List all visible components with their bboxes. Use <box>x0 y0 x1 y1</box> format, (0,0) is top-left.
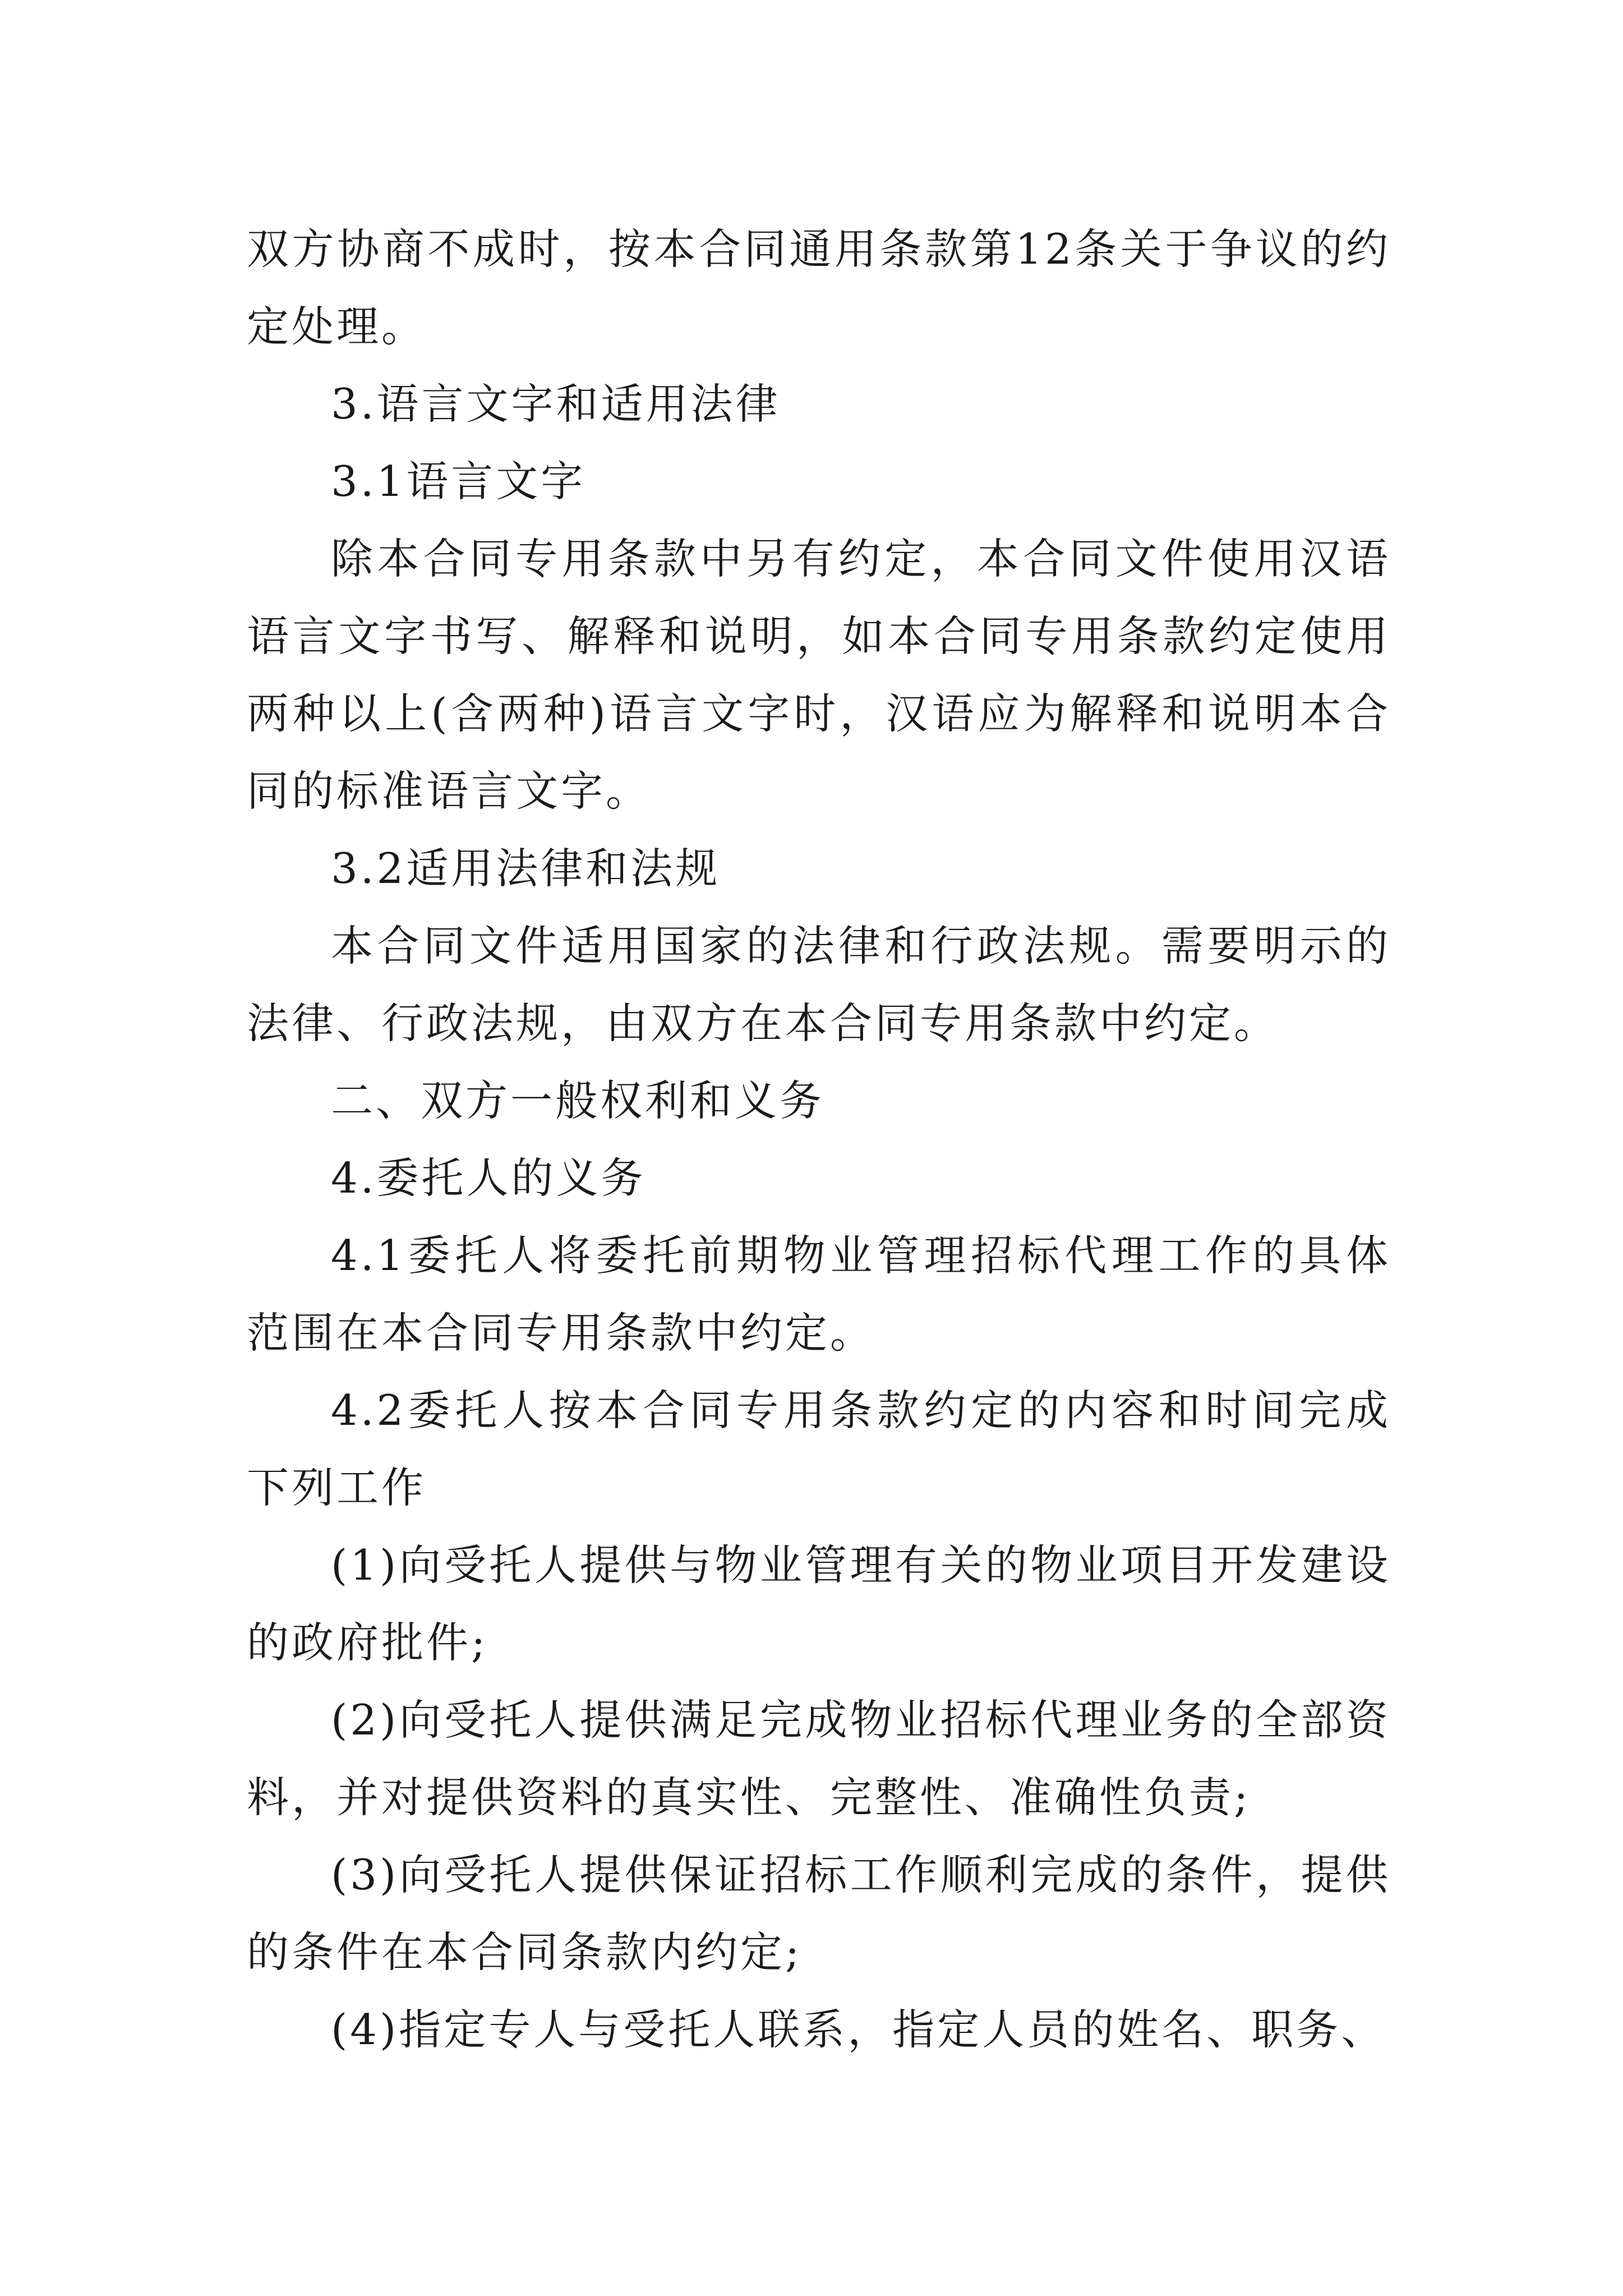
paragraph-client-tasks: 4.2委托人按本合同专用条款约定的内容和时间完成下列工作 <box>247 1386 1391 1512</box>
list-item-3: (3)向受托人提供保证招标工作顺利完成的条件，提供的条件在本合同条款内约定; <box>247 1850 1391 1977</box>
heading-language-and-law: 3.语言文字和适用法律 <box>331 379 781 429</box>
list-item-1: (1)向受托人提供与物业管理有关的物业项目开发建设的政府批件; <box>247 1540 1391 1667</box>
list-item-2: (2)向受托人提供满足完成物业招标代理业务的全部资料，并对提供资料的真实性、完整性、准确性负责; <box>247 1695 1391 1822</box>
list-item-4: (4)指定专人与受托人联系，指定人员的姓名、职务、 <box>331 2005 1386 2054</box>
paragraph-language: 除本合同专用条款中另有约定，本合同文件使用汉语语言文字书写、解释和说明，如本合同专用条款约定使用两种以上(含两种)语言文字时，汉语应为解释和说明本合同的标准语言文字。 <box>247 534 1391 816</box>
paragraph-applicable-law: 本合同文件适用国家的法律和行政法规。需要明示的法律、行政法规，由双方在本合同专用条款中约定。 <box>247 921 1391 1048</box>
heading-rights-and-obligations: 二、双方一般权利和义务 <box>331 1076 825 1125</box>
heading-applicable-law: 3.2适用法律和法规 <box>331 844 721 893</box>
heading-language: 3.1语言文字 <box>331 457 586 506</box>
paragraph-dispute-resolution: 双方协商不成时，按本合同通用条款第12条关于争议的约定处理。 <box>247 224 1391 351</box>
document-body <box>247 210 1391 2068</box>
paragraph-client-scope: 4.1委托人将委托前期物业管理招标代理工作的具体范围在本合同专用条款中约定。 <box>247 1231 1391 1358</box>
heading-client-obligations: 4.委托人的义务 <box>331 1153 646 1203</box>
